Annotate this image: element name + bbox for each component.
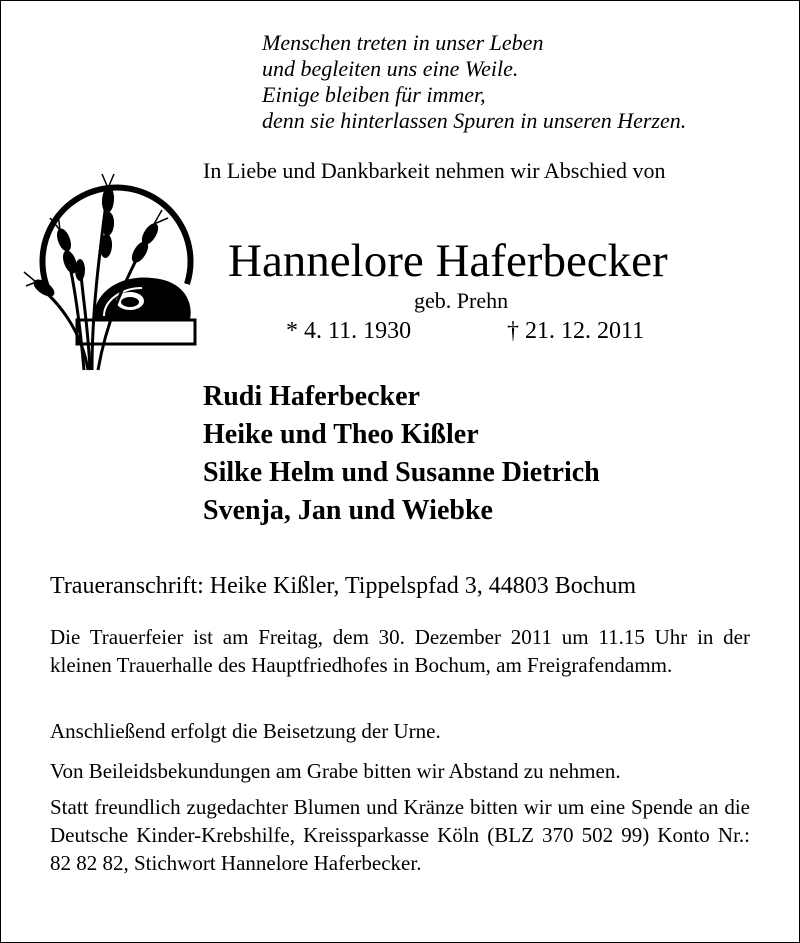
donation-info-paragraph: Statt freundlich zugedachter Blumen und Kränze bitten wir um eine Spende an die Deutsche Kinder-Krebshilfe, Kreissparkasse Köln (BLZ 370 502 99) Konto Nr.: 82 82 82, Stichwort Hannelore Haferbecker. [50,795,750,875]
mourner-name: Silke Helm und Susanne Dietrich [203,457,600,488]
poem [262,30,686,134]
poem-line: Menschen treten in unser Leben [262,30,544,55]
mourner-name: Svenja, Jan und Wiebke [203,495,493,526]
funeral-info-paragraph: Die Trauerfeier ist am Freitag, dem 30. Dezember 2011 um 11.15 Uhr in der kleinen Trauerhalle des Hauptfriedhofes in Bochum, am Freigrafendamm. [50,625,750,677]
intro-text: In Liebe und Dankbarkeit nehmen wir Abschied von [203,158,666,183]
mourning-address: Traueranschrift: Heike Kißler, Tippelspfad 3, 44803 Bochum [50,573,637,599]
mourner-name: Heike und Theo Kißler [203,419,479,450]
mourner-name: Rudi Haferbecker [203,381,420,412]
deceased-name: Hannelore Haferbecker [228,235,668,287]
poem-line: Einige bleiben für immer, [262,82,486,107]
wheat-and-bread-icon [22,174,202,374]
mourners-list [203,378,600,530]
death-date: † 21. 12. 2011 [507,318,645,344]
poem-line: denn sie hinterlassen Spuren in unseren Herzen. [262,108,687,133]
poem-line: und begleiten uns eine Weile. [262,56,519,81]
maiden-name: geb. Prehn [414,288,509,313]
condolence-info-paragraph: Von Beileidsbekundungen am Grabe bitten wir Abstand zu nehmen. [50,759,621,783]
burial-info-paragraph: Anschließend erfolgt die Beisetzung der Urne. [50,719,441,743]
birth-date: * 4. 11. 1930 [286,318,412,344]
